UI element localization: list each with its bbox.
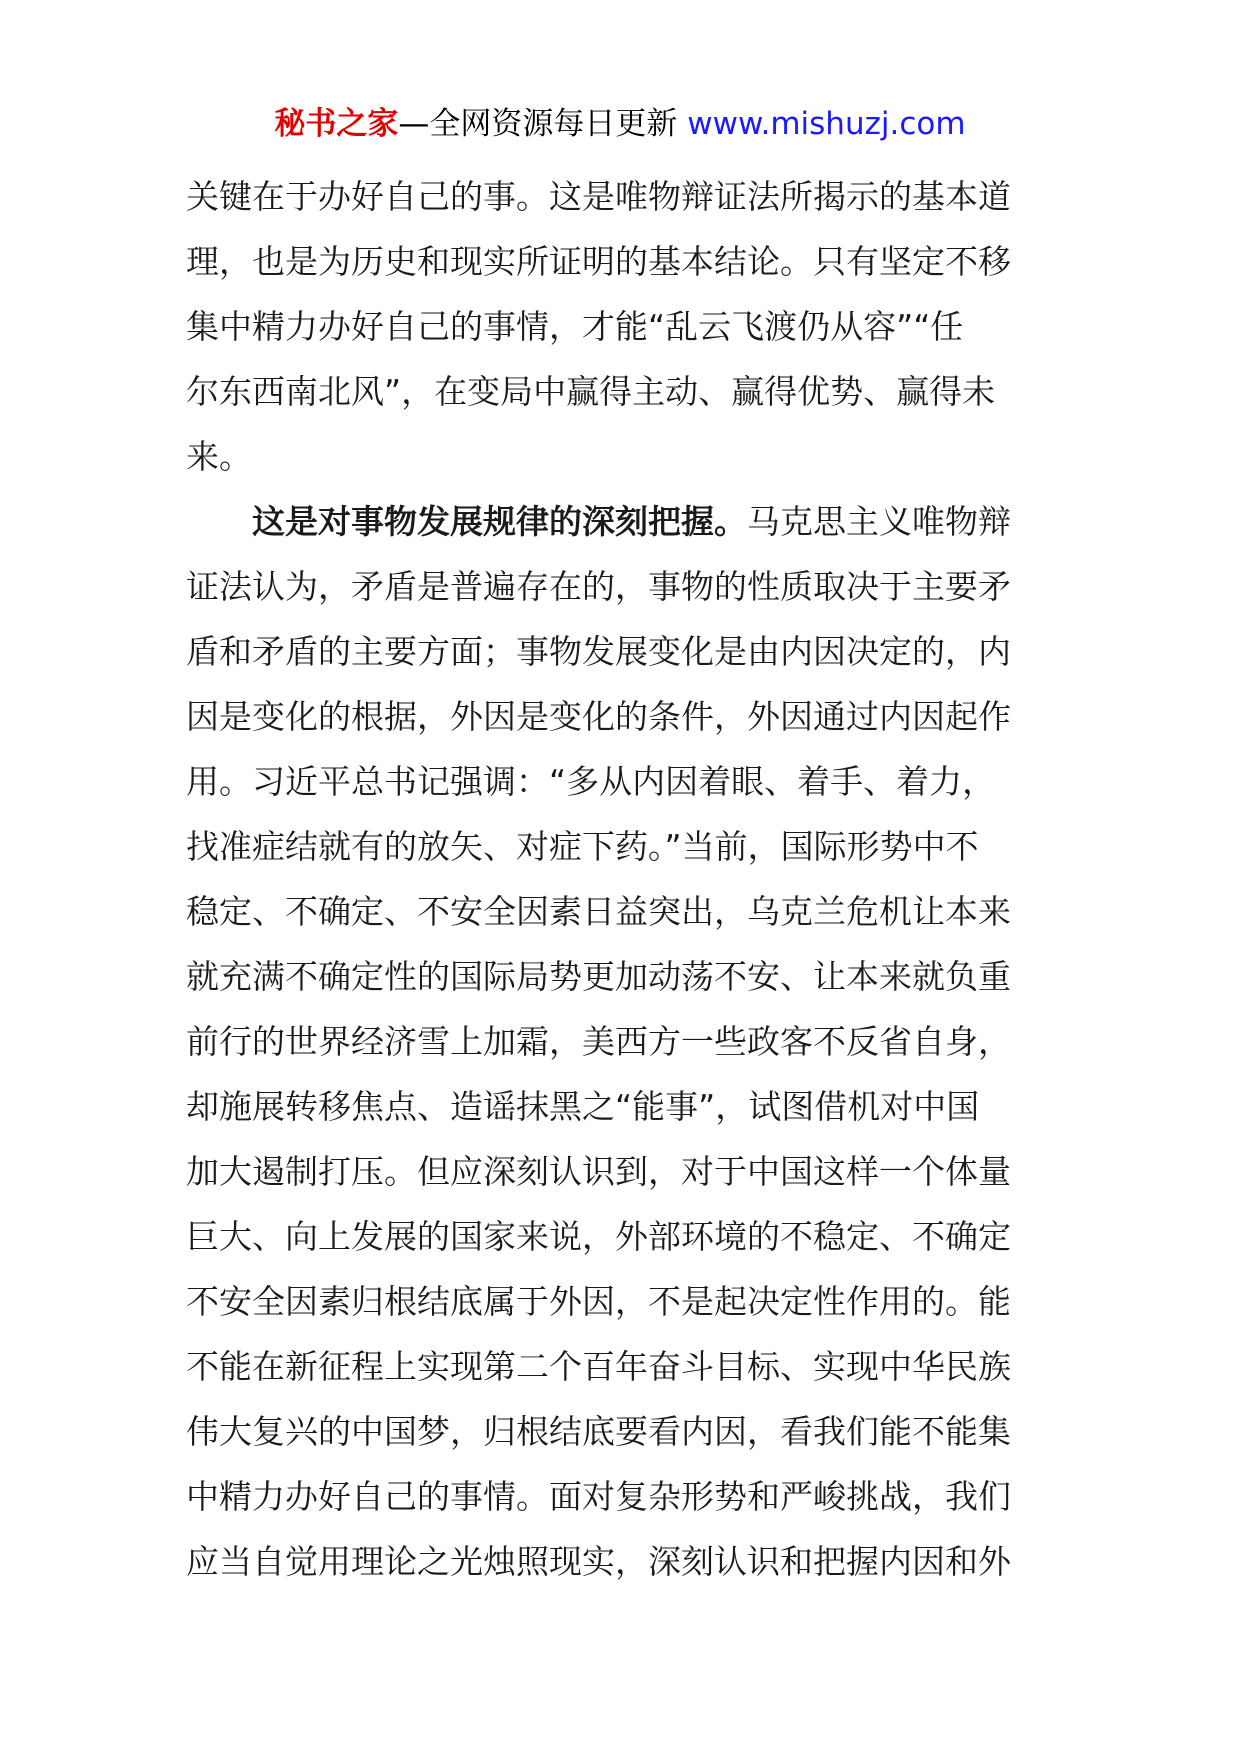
text-line: 关键在于办好自己的事。这是唯物辩证法所揭示的基本道 bbox=[186, 177, 1011, 216]
text-line: 集中精力办好自己的事情，才能“乱云飞渡仍从容”“任 bbox=[186, 307, 964, 346]
text-line: 巨大、向上发展的国家来说，外部环境的不稳定、不确定 bbox=[186, 1217, 1011, 1256]
text-line: 尔东西南北风”，在变局中赢得主动、赢得优势、赢得未 bbox=[186, 372, 996, 411]
paragraph-lead-sentence: 这是对事物发展规律的深刻把握。 bbox=[252, 502, 747, 541]
text-line: 不能在新征程上实现第二个百年奋斗目标、实现中华民族 bbox=[186, 1347, 1011, 1386]
text-line: 用。习近平总书记强调：“多从内因着眼、着手、着力， bbox=[186, 762, 996, 801]
document-body bbox=[186, 164, 1056, 1594]
text-line: 找准症结就有的放矢、对症下药。”当前，国际形势中不 bbox=[186, 827, 979, 866]
text-line: 稳定、不确定、不安全因素日益突出，乌克兰危机让本来 bbox=[186, 892, 1011, 931]
text-line: 加大遏制打压。但应深刻认识到，对于中国这样一个体量 bbox=[186, 1152, 1011, 1191]
text-line-first bbox=[186, 489, 1056, 554]
brand-name: 秘书之家 bbox=[274, 106, 399, 142]
site-url-link[interactable]: www.mishuzj.com bbox=[677, 106, 966, 142]
paragraph-1 bbox=[186, 164, 1056, 489]
paragraph-2 bbox=[186, 489, 1056, 1594]
text-line: 就充满不确定性的国际局势更加动荡不安、让本来就负重 bbox=[186, 957, 1011, 996]
text-line: 因是变化的根据，外因是变化的条件，外因通过内因起作 bbox=[186, 697, 1011, 736]
page-header bbox=[0, 100, 1240, 148]
first-line-text: 马克思主义唯物辩 bbox=[747, 502, 1011, 541]
text-line: 却施展转移焦点、造谣抹黑之“能事”，试图借机对中国 bbox=[186, 1087, 980, 1126]
text-line: 伟大复兴的中国梦，归根结底要看内因，看我们能不能集 bbox=[186, 1412, 1011, 1451]
text-line: 盾和矛盾的主要方面；事物发展变化是由内因决定的，内 bbox=[186, 632, 1011, 671]
text-line: 不安全因素归根结底属于外因，不是起决定性作用的。能 bbox=[186, 1282, 1011, 1321]
text-line: 来。 bbox=[186, 437, 252, 476]
text-line: 前行的世界经济雪上加霜，美西方一些政客不反省自身， bbox=[186, 1022, 1011, 1061]
text-line: 理，也是为历史和现实所证明的基本结论。只有坚定不移 bbox=[186, 242, 1011, 281]
header-tagline: —全网资源每日更新 bbox=[398, 106, 678, 142]
text-line: 证法认为，矛盾是普遍存在的，事物的性质取决于主要矛 bbox=[186, 567, 1011, 606]
text-line: 中精力办好自己的事情。面对复杂形势和严峻挑战，我们 bbox=[186, 1477, 1011, 1516]
text-line: 应当自觉用理论之光烛照现实，深刻认识和把握内因和外 bbox=[186, 1542, 1011, 1581]
